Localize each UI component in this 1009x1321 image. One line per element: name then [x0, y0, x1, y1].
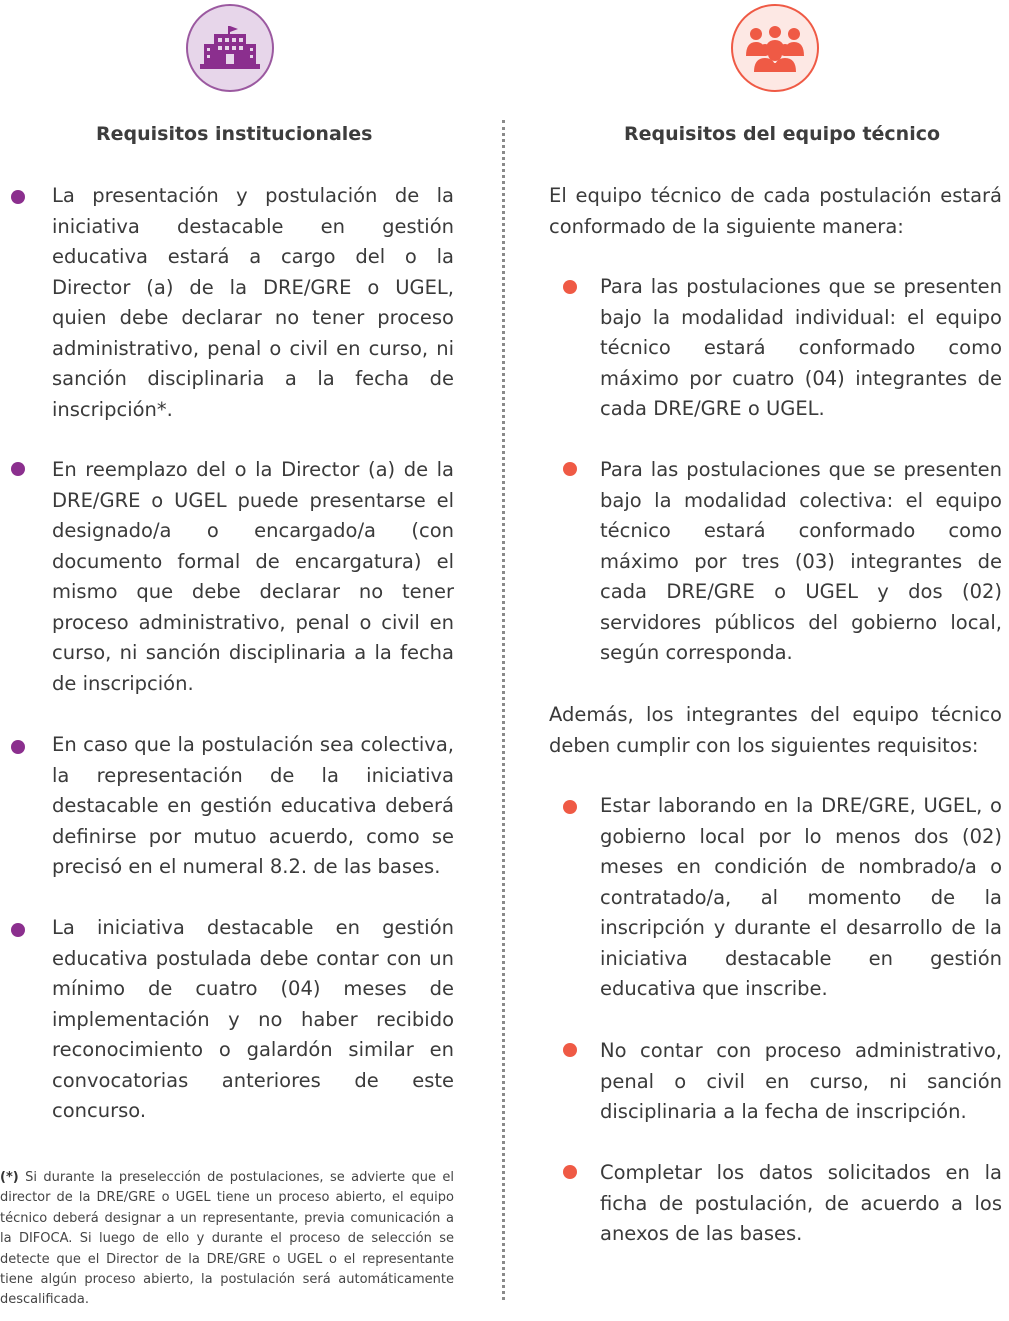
- right-item-5: Completar los datos solicitados en la ficha de postulación, de acuerdo a los anexos de las bases.: [600, 1161, 1002, 1245]
- group-people-icon: [731, 4, 819, 92]
- left-heading: Requisitos institucionales: [96, 123, 373, 145]
- footnote-marker: (*): [0, 1170, 19, 1185]
- left-item-1: La presentación y postulación de la iniciativa destacable en gestión educativa estará a cargo del o la Director (a) de la DRE/GRE o UGEL, quien debe declarar no tener proceso administrativo, penal o civil en curso, ni sanción disciplinaria a la fecha de inscripción*.: [52, 184, 454, 421]
- right-item-1: Para las postulaciones que se presenten bajo la modalidad individual: el equipo técnico estará conformado como máximo por cuatro (04) integrantes de cada DRE/GRE o UGEL.: [600, 275, 1002, 420]
- bullet-icon: [11, 923, 25, 937]
- right-heading: Requisitos del equipo técnico: [624, 123, 941, 145]
- bullet-icon: [11, 740, 25, 754]
- bullet-icon: [563, 280, 577, 294]
- bullet-icon: [563, 1043, 577, 1057]
- bullet-icon: [563, 462, 577, 476]
- bullet-icon: [11, 190, 25, 204]
- column-divider: [502, 120, 505, 1300]
- school-building-icon: [186, 4, 274, 92]
- right-item-2: Para las postulaciones que se presenten bajo la modalidad colectiva: el equipo técnico estará conformado como máximo por tres (03) integrantes de cada DRE/GRE o UGEL y dos (02) servidores públicos del gobierno local, según corresponda.: [600, 458, 1002, 664]
- right-intro: El equipo técnico de cada postulación estará conformado de la siguiente manera:: [549, 184, 1002, 238]
- left-item-4: La iniciativa destacable en gestión educativa postulada debe contar con un mínimo de cuatro (04) meses de implementación y no haber recibido reconocimiento o galardón similar en convocatorias anteriores de este concurso.: [52, 916, 454, 1122]
- bullet-icon: [563, 800, 577, 814]
- bullet-icon: [563, 1165, 577, 1179]
- right-intro-2: Además, los integrantes del equipo técnico deben cumplir con los siguientes requisitos:: [549, 703, 1002, 757]
- footnote-text: Si durante la preselección de postulaciones, se advierte que el director de la DRE/GRE o UGEL tiene un proceso abierto, el equipo técnico deberá designar a un representante, previa comunicación a la DIFOCA. Si luego de ello y durante el proceso de selección se detecte que el Director de la DRE/GRE o UGEL o el representante tiene algún proceso abierto, la postulación será automáticamente descalificada.: [0, 1170, 455, 1308]
- left-item-2: En reemplazo del o la Director (a) de la DRE/GRE o UGEL puede presentarse el designado/a o encargado/a (con documento formal de encargatura) el mismo que debe declarar no tener proceso administrativo, penal o civil en curso, ni sanción disciplinaria a la fecha de inscripción.: [52, 458, 454, 695]
- right-item-3: Estar laborando en la DRE/GRE, UGEL, o gobierno local por lo menos dos (02) meses en condición de nombrado/a o contratado/a, al momento de la inscripción y durante el desarrollo de la iniciativa destacable en gestión educativa que inscribe.: [600, 794, 1002, 1000]
- left-item-3: En caso que la postulación sea colectiva, la representación de la iniciativa destacable en gestión educativa deberá definirse por mutuo acuerdo, como se precisó en el numeral 8.2. de las bases.: [52, 733, 454, 878]
- right-item-4: No contar con proceso administrativo, penal o civil en curso, ni sanción disciplinaria a la fecha de inscripción.: [600, 1039, 1002, 1123]
- bullet-icon: [11, 462, 25, 476]
- footnote: [0, 1168, 454, 1311]
